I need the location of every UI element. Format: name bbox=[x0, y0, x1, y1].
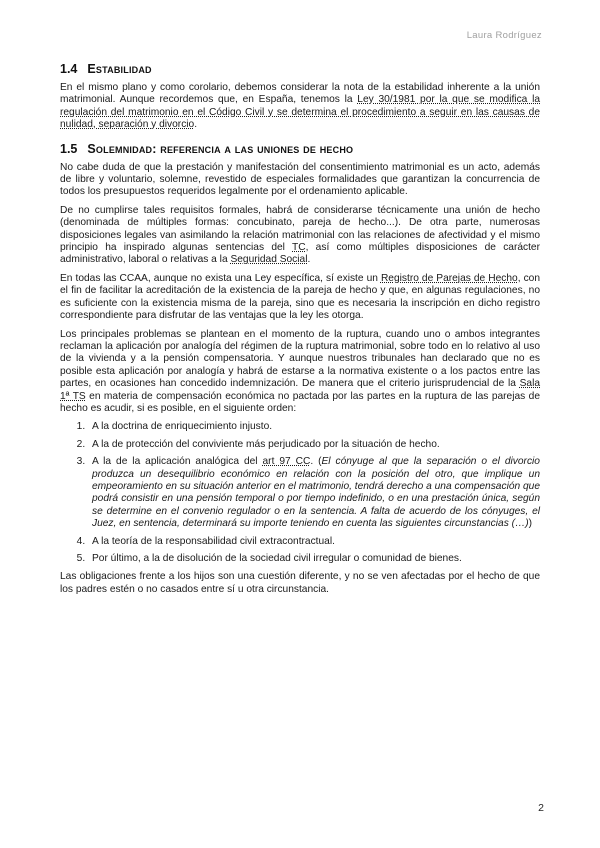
section-title: Estabilidad bbox=[87, 62, 152, 76]
text-run: en materia de compensación económica no pactada por las partes en la ruptura de las parejas de hecho es acudir, si es posible, en el siguiente orden: bbox=[60, 390, 540, 414]
list-item bbox=[88, 456, 540, 530]
paragraph-solemnidad-5: Las obligaciones frente a los hijos son una cuestión diferente, y no se ven afectadas por el hecho de que los padres estén o no casados entre sí u otra circunstancia. bbox=[60, 571, 540, 595]
text-run: En el mismo plano y como corolario, debemos considerar la nota de la estabilidad inherente a la unión matrimonial. Aunque recordemos que, en España, tenemos la bbox=[60, 82, 540, 106]
text-run: En todas las CCAA, aunque no exista una Ley específica, sí existe un bbox=[60, 272, 381, 284]
list-item: 4. A la teoría de la responsabilidad civil extracontractual. bbox=[88, 536, 540, 548]
paragraph-solemnidad-4 bbox=[60, 329, 540, 416]
list-item: 1. A la doctrina de enriquecimiento injusto. bbox=[88, 421, 540, 433]
text-run: ) bbox=[528, 518, 533, 530]
section-title: Solemnidad: referencia a las uniones de hecho bbox=[87, 141, 354, 156]
link-art-97-cc[interactable]: art 97 CC bbox=[262, 456, 311, 468]
link-registro-parejas[interactable]: Registro de Parejas de Hecho bbox=[380, 272, 518, 284]
text-run: De no cumplirse tales requisitos formales, habrá de considerarse técnicamente una unión de hecho (denominada de múltiples formas: concubinato, pareja de hecho...). De otra parte, numerosas disposiciones legales van asimilando la relación matrimonial con las relaciones de afectividad y el mismo principio ha inspirado algunas sentencias del bbox=[60, 204, 540, 254]
link-seguridad-social[interactable]: Seguridad Social bbox=[230, 254, 308, 266]
list-item: 2. A la de protección del conviviente más perjudicado por la situación de hecho. bbox=[88, 439, 540, 451]
text-run: , así como múltiples disposiciones de carácter administrativo, laboral o relativas a la bbox=[60, 242, 540, 266]
page-number: 2 bbox=[538, 802, 544, 814]
link-ley-30-1981[interactable]: Ley 30/1981 por la que se modifica la regulación del matrimonio en el Código Civil y se determina el procedimiento a seguir en las causas de nulidad, separación y divorcio bbox=[60, 94, 540, 131]
paragraph-solemnidad-2 bbox=[60, 205, 540, 267]
section-number: 1.5 bbox=[60, 141, 78, 156]
link-sala-1-ts[interactable]: Sala 1ª TS bbox=[60, 378, 540, 402]
header-author: Laura Rodríguez bbox=[466, 30, 542, 41]
paragraph-solemnidad-1: No cabe duda de que la prestación y manifestación del consentimiento matrimonial es un acto, además de libre y voluntario, solemne, revestido de especiales formalidades que garantizan la concurrencia de todos los presupuestos requeridos legalmente por el ordenamiento aplicable. bbox=[60, 161, 540, 198]
link-tc[interactable]: TC bbox=[292, 242, 306, 254]
section-heading-1-5 bbox=[60, 142, 540, 156]
text-run: . bbox=[307, 254, 311, 266]
paragraph-estabilidad bbox=[60, 82, 540, 132]
list-item: 5. Por último, a la de disolución de la sociedad civil irregular o comunidad de bienes. bbox=[88, 553, 540, 565]
quote-art-97: El cónyuge al que la separación o el divorcio produzca un desequilibrio económico en relación con la posición del otro, que implique un empeoramiento en su situación anterior en el matrimonio, tendrá derecho a una compensación que podrá consistir en una pensión temporal o por tiempo indefinido, o en una prestación única, según se determine en el convenio regulador o en la sentencia. A falta de acuerdo de los cónyuges, el Juez, en sentencia, determinará su importe teniendo en cuenta las siguientes circunstancias (…) bbox=[92, 456, 540, 530]
ordered-list-criteria bbox=[60, 421, 540, 565]
document-body bbox=[60, 62, 540, 602]
paragraph-solemnidad-3 bbox=[60, 273, 540, 323]
text-run: . bbox=[194, 119, 198, 131]
section-heading-1-4 bbox=[60, 62, 540, 76]
text-run: A la de la aplicación analógica del bbox=[92, 456, 263, 468]
text-run: , con el fin de facilitar la acreditación de la existencia de la pareja de hecho y que, en algunas regulaciones, no es suficiente con la existencia misma de la pareja, sino que es necesaria la inscripción en dicho registro correspondiente para disfrutar de las ventajas que la ley les otorga. bbox=[60, 272, 540, 322]
section-number: 1.4 bbox=[60, 62, 78, 76]
text-run: . ( bbox=[310, 456, 322, 468]
text-run: Los principales problemas se plantean en el momento de la ruptura, cuando uno o ambos integrantes reclaman la aplicación por analogía del régimen de la ruptura matrimonial, sobre todo en lo relativo al uso de la vivienda y a la pensión compensatoria. Y aunque nuestros tribunales han declarado que no es posible esta aplicación por analogía y habrá de estarse a la normativa existente o a los pactos entre las partes, en ocasiones han concedido indemnización. De manera que el criterio jurisprudencial de la bbox=[60, 328, 540, 390]
